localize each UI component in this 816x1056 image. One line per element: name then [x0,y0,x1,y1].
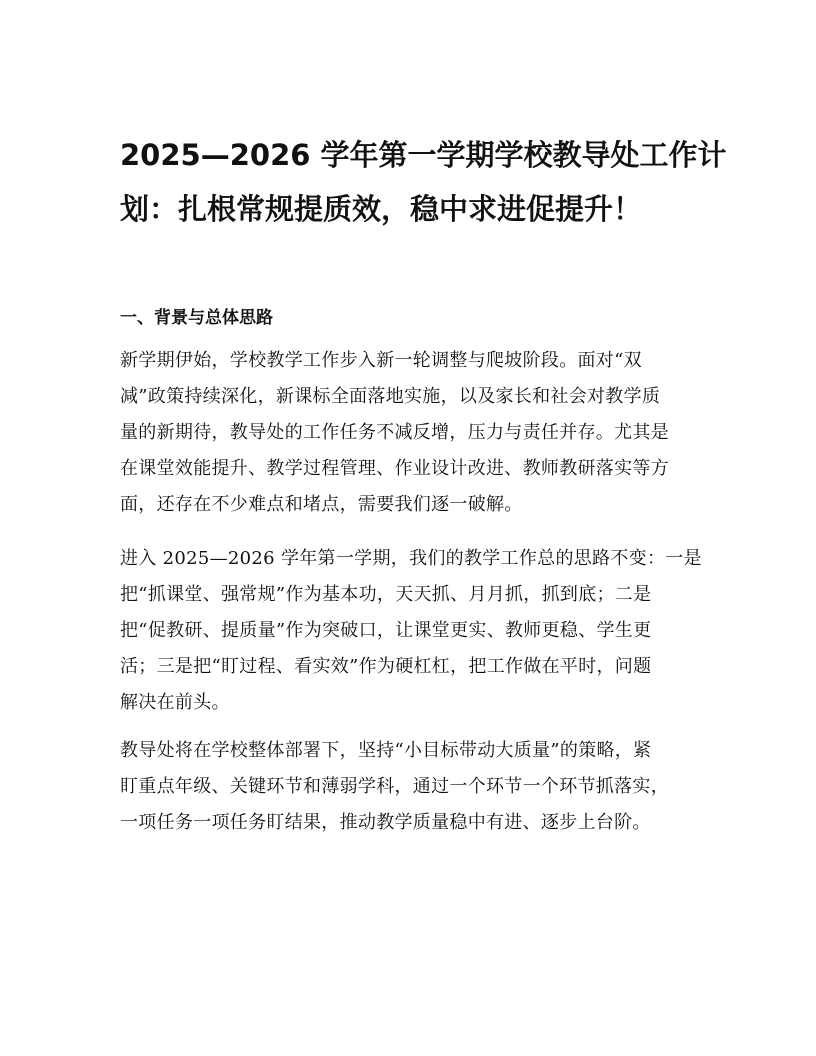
paragraph-strategy [120,733,700,841]
text-line: 在课堂效能提升、教学过程管理、作业设计改进、教师教研落实等方 [120,458,669,479]
title-line: 划：扎根常规提质效，稳中求进促提升！ [120,192,643,226]
document-title [120,128,727,236]
text-line: 新学期伊始，学校教学工作步入新一轮调整与爬坡阶段。面对“双 [120,350,642,371]
text-line: 解决在前头。 [120,692,230,713]
paragraph-overall-approach [120,541,700,721]
paragraph-background [120,343,700,523]
text-line: 活；三是把“盯过程、看实效”作为硬杠杠，把工作做在平时，问题 [120,656,652,677]
text-line: 教导处将在学校整体部署下，坚持“小目标带动大质量”的策略，紧 [120,740,652,761]
text-line: 盯重点年级、关键环节和薄弱学科，通过一个环节一个环节抓落实， [120,776,669,797]
text-line: 量的新期待，教导处的工作任务不减反增，压力与责任并存。尤其是 [120,422,669,443]
text-line: 把“抓课堂、强常规”作为基本功，天天抓、月月抓，抓到底；二是 [120,584,652,605]
section-heading: 一、背景与总体思路 [120,308,273,328]
text-line: 面，还存在不少难点和堵点，需要我们逐一破解。 [120,494,523,515]
text-line: 把“促教研、提质量”作为突破口，让课堂更实、教师更稳、学生更 [120,620,652,641]
text-line: 减”政策持续深化，新课标全面落地实施，以及家长和社会对教学质 [120,386,661,407]
title-line: 2025—2026 学年第一学期学校教导处工作计 [120,138,727,172]
text-line: 一项任务一项任务盯结果，推动教学质量稳中有进、逐步上台阶。 [120,812,651,833]
text-line: 进入 2025—2026 学年第一学期，我们的教学工作总的思路不变：一是 [120,548,702,569]
